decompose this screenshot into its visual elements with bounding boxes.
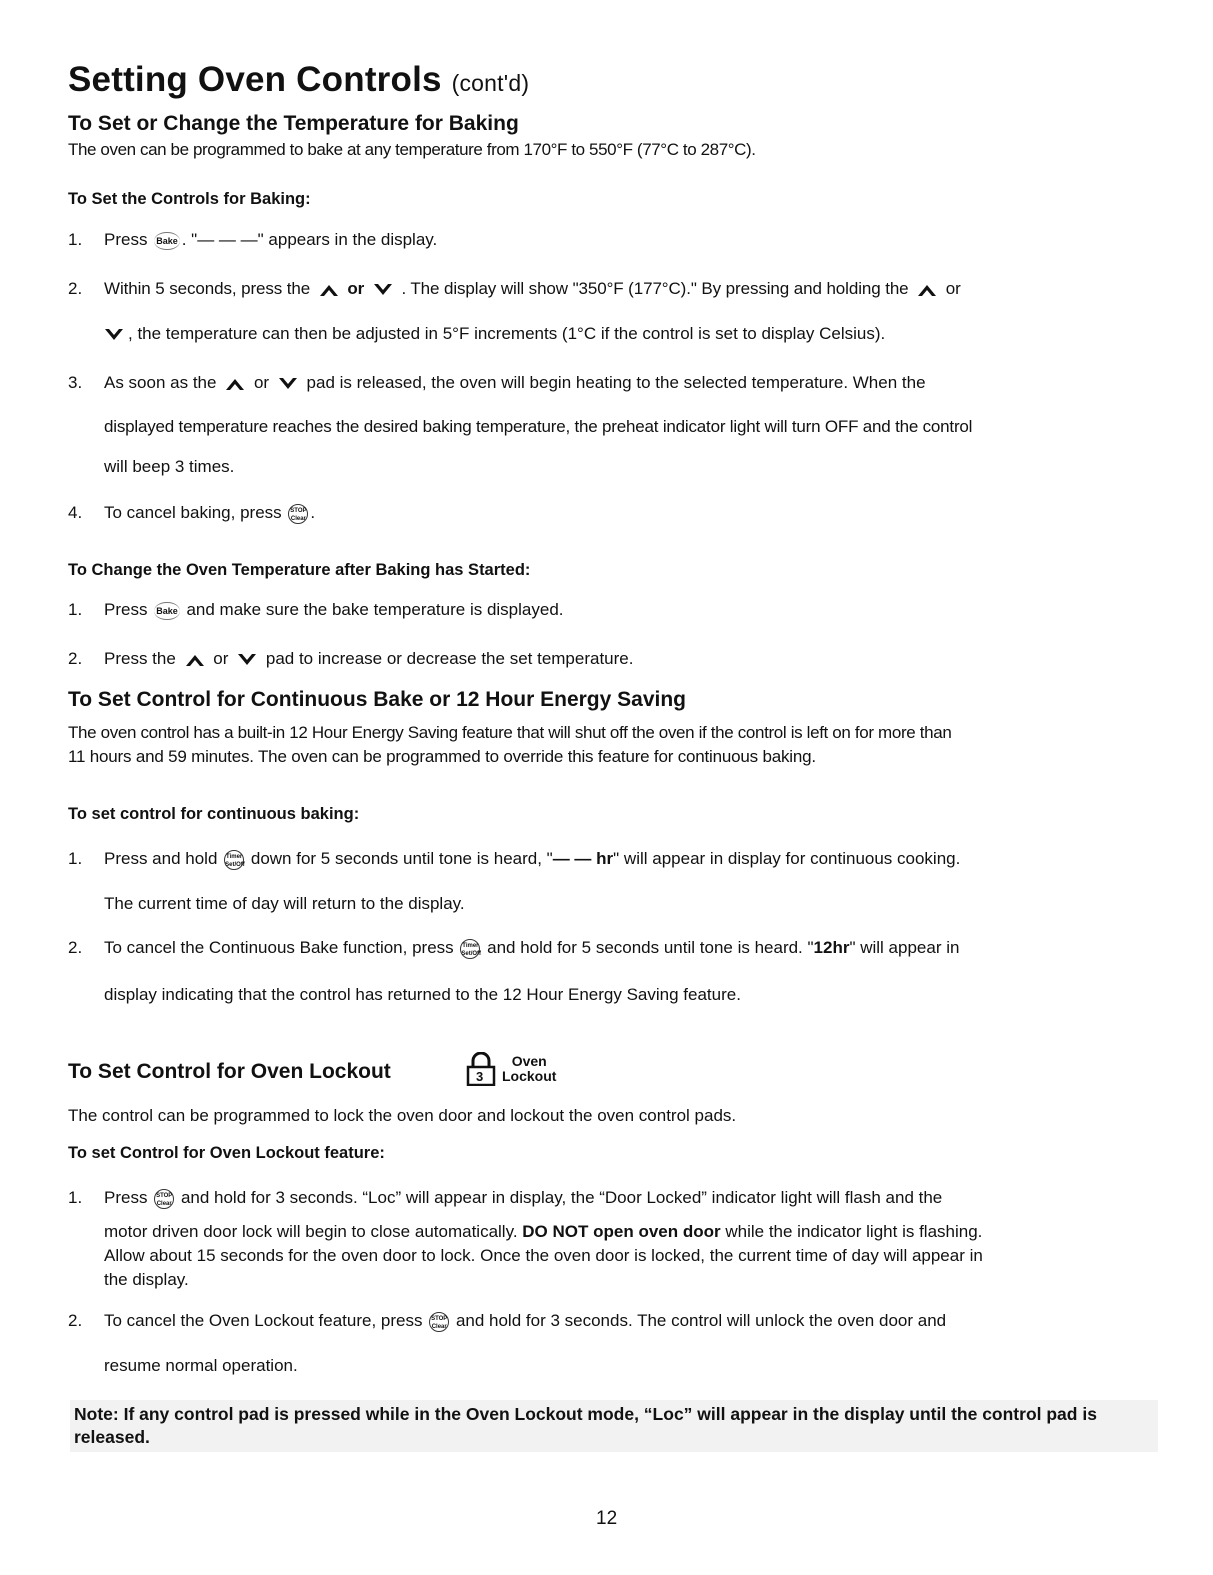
timer-set-off-pad-icon: Timer Set/Off bbox=[224, 850, 244, 870]
list-number: 2. bbox=[68, 279, 83, 298]
list-item-continuation: Allow about 15 seconds for the oven door to lock. Once the oven door is locked, the current time of day will appear in bbox=[104, 1246, 983, 1265]
page-title-main: Setting Oven Controls bbox=[68, 60, 442, 99]
lockout-intro: The control can be programmed to lock the oven door and lockout the oven control pads. bbox=[68, 1106, 737, 1125]
continuous-intro-line-2: 11 hours and 59 minutes. The oven can be programmed to override this feature for continuous baking. bbox=[68, 747, 816, 766]
list-item-continuation: motor driven door lock will begin to close automatically. DO NOT open oven door while the indicator light is flashing. bbox=[104, 1222, 983, 1241]
list-item: To cancel the Continuous Bake function, press Timer Set/Off and hold for 5 seconds until tone is heard. "12hr" will appear in bbox=[104, 938, 960, 957]
list-item: To cancel baking, press STOP Clear . bbox=[104, 503, 316, 522]
page-number: 12 bbox=[596, 1508, 618, 1529]
up-arrow-icon bbox=[185, 653, 205, 667]
list-item-continuation: will beep 3 times. bbox=[104, 457, 235, 476]
subheading-set-controls-baking: To Set the Controls for Baking: bbox=[68, 190, 311, 208]
list-item: Press STOP Clear and hold for 3 seconds. “Loc” will appear in display, the “Door Locked” indicator light will flash and the bbox=[104, 1188, 943, 1207]
down-arrow-icon bbox=[278, 377, 298, 391]
list-number: 2. bbox=[68, 649, 83, 668]
list-item: Press the or pad to increase or decrease the set temperature. bbox=[104, 649, 634, 668]
subheading-change-temperature: To Change the Oven Temperature after Baking has Started: bbox=[68, 561, 531, 579]
page-title bbox=[68, 60, 529, 100]
bake-pad-icon: Bake bbox=[154, 232, 180, 250]
up-arrow-icon bbox=[917, 283, 937, 297]
list-number: 1. bbox=[68, 600, 83, 619]
subheading-oven-lockout-feature: To set Control for Oven Lockout feature: bbox=[68, 1144, 385, 1162]
padlock-icon bbox=[466, 1052, 496, 1091]
lockout-note: Note: If any control pad is pressed while in the Oven Lockout mode, “Loc” will appear in the display until the control pad is released. bbox=[70, 1400, 1158, 1452]
stop-clear-pad-icon: STOP Clear bbox=[154, 1189, 174, 1209]
list-item-continuation: display indicating that the control has returned to the 12 Hour Energy Saving feature. bbox=[104, 985, 741, 1004]
baking-intro: The oven can be programmed to bake at any temperature from 170°F to 550°F (77°C to 287°C). bbox=[68, 140, 756, 159]
list-item-continuation: displayed temperature reaches the desired baking temperature, the preheat indicator light will turn OFF and the control bbox=[104, 417, 973, 436]
list-number: 1. bbox=[68, 230, 83, 249]
list-number: 3. bbox=[68, 373, 83, 392]
list-item: Press Bake and make sure the bake temperature is displayed. bbox=[104, 600, 564, 619]
up-arrow-icon bbox=[319, 283, 339, 297]
lockout-pad-label: Oven Lockout bbox=[502, 1053, 557, 1084]
list-number: 1. bbox=[68, 1188, 83, 1207]
lockout-pad-number: 3 bbox=[476, 1069, 484, 1084]
list-item-continuation: resume normal operation. bbox=[104, 1356, 298, 1375]
page-title-suffix: (cont'd) bbox=[451, 70, 530, 96]
bake-pad-icon: Bake bbox=[154, 602, 180, 620]
section-heading-oven-lockout: To Set Control for Oven Lockout bbox=[68, 1060, 391, 1083]
section-heading-baking: To Set or Change the Temperature for Baking bbox=[68, 112, 519, 135]
stop-clear-pad-icon: STOP Clear bbox=[288, 504, 308, 524]
continuous-intro-line-1: The oven control has a built-in 12 Hour Energy Saving feature that will shut off the oven if the control is left on for more than bbox=[68, 723, 952, 742]
subheading-continuous-baking: To set control for continuous baking: bbox=[68, 805, 360, 823]
down-arrow-icon bbox=[237, 653, 257, 667]
list-item-continuation: The current time of day will return to the display. bbox=[104, 894, 465, 913]
timer-set-off-pad-icon: Timer Set/Off bbox=[460, 939, 480, 959]
section-heading-continuous-bake: To Set Control for Continuous Bake or 12 Hour Energy Saving bbox=[68, 688, 687, 711]
up-arrow-icon bbox=[225, 377, 245, 391]
list-number: 1. bbox=[68, 849, 83, 868]
list-item: Within 5 seconds, press the or . The display will show "350°F (177°C)." By pressing and holding the or bbox=[104, 279, 961, 298]
list-item: Press and hold Timer Set/Off down for 5 seconds until tone is heard, "— — hr" will appear in display for continuous cooking. bbox=[104, 849, 961, 868]
down-arrow-icon bbox=[104, 328, 124, 342]
down-arrow-icon bbox=[373, 283, 393, 297]
list-item-continuation: , the temperature can then be adjusted in 5°F increments (1°C if the control is set to display Celsius). bbox=[104, 324, 885, 344]
list-number: 4. bbox=[68, 503, 83, 522]
list-item: As soon as the or pad is released, the oven will begin heating to the selected temperature. When the bbox=[104, 373, 926, 392]
stop-clear-pad-icon: STOP Clear bbox=[429, 1312, 449, 1332]
list-item-continuation: the display. bbox=[104, 1270, 189, 1289]
list-number: 2. bbox=[68, 938, 83, 957]
list-item: Press Bake . "— — —" appears in the display. bbox=[104, 230, 438, 249]
list-item: To cancel the Oven Lockout feature, press STOP Clear and hold for 3 seconds. The control will unlock the oven door and bbox=[104, 1311, 947, 1330]
list-number: 2. bbox=[68, 1311, 83, 1330]
